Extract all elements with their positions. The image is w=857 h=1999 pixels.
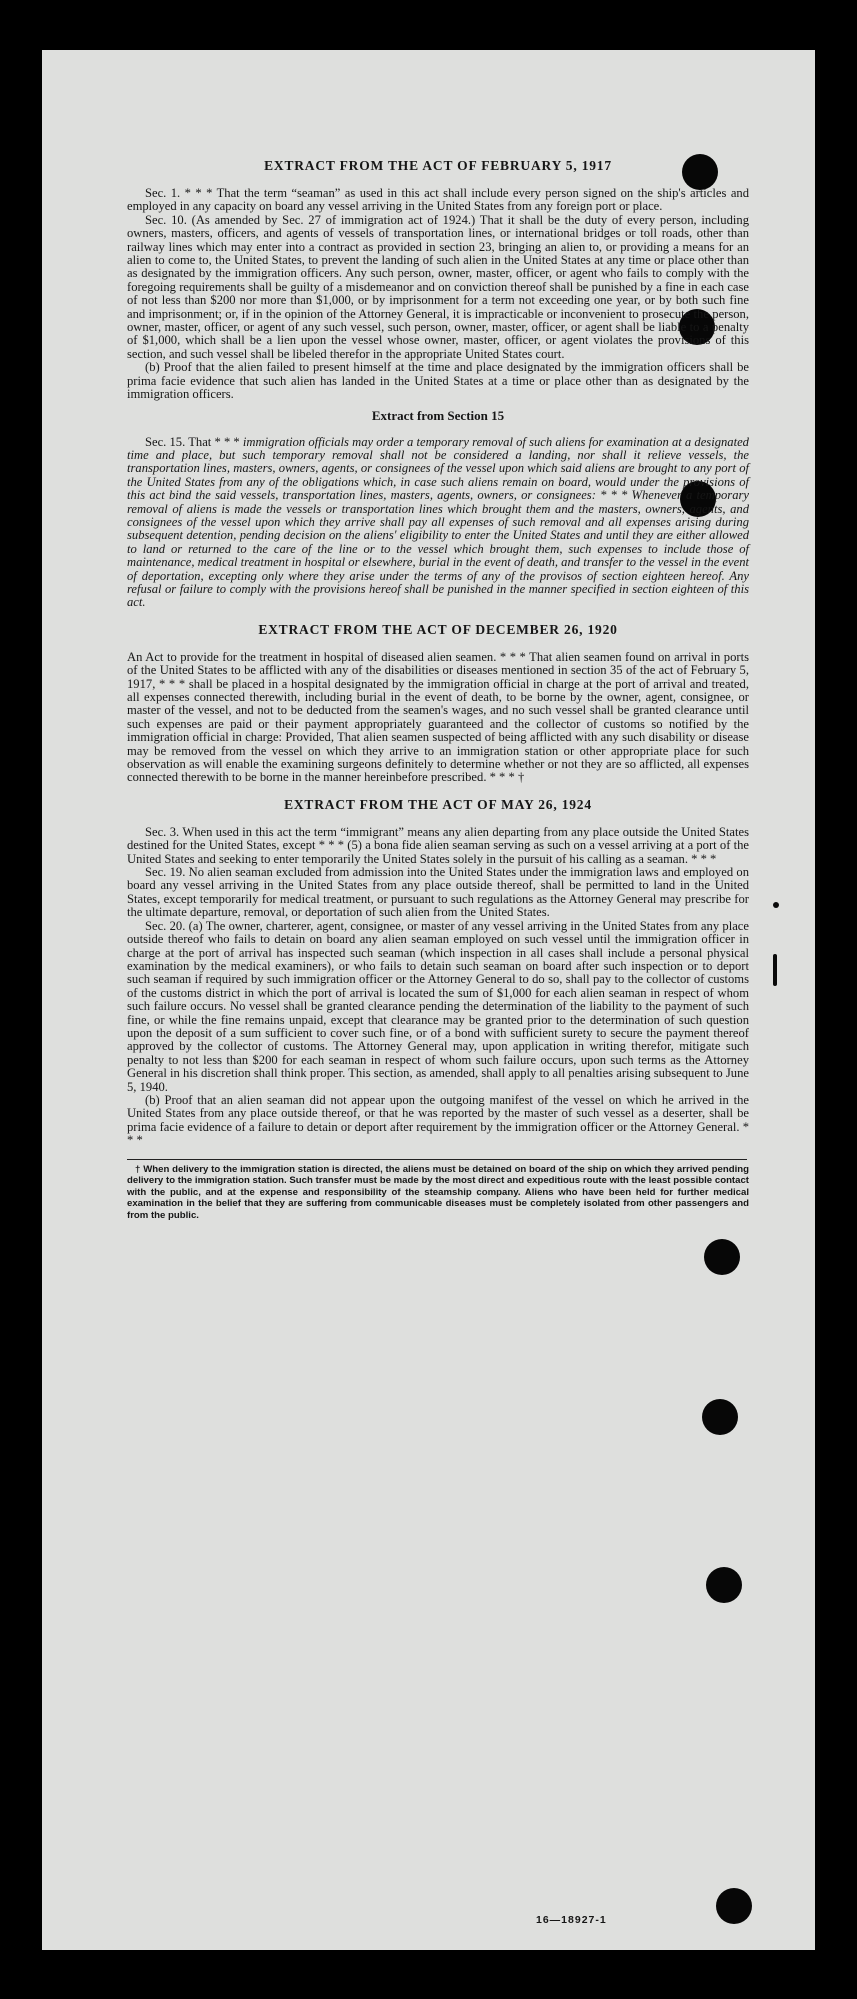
punch-hole-5: [702, 1399, 738, 1435]
document-page: [42, 50, 815, 1950]
section-heading-1920: EXTRACT FROM THE ACT OF DECEMBER 26, 1920: [258, 621, 618, 637]
document-body: [127, 158, 749, 1222]
section-3-paragraph: Sec. 3. When used in this act the term “immigrant” means any alien departing from any place outside the United States destined for the United States, except * * * (5) a bona fide alien seaman serving as such on a vessel arriving at a port of the United States and seeking to enter temporarily the United States solely in the pursuit of his calling as a seaman. * * *: [127, 824, 749, 866]
section-heading-1917: EXTRACT FROM THE ACT OF FEBRUARY 5, 1917: [264, 158, 612, 173]
section-10-paragraph: Sec. 10. (As amended by Sec. 27 of immigration act of 1924.) That it shall be the duty of every person, including owners, masters, officers, and agents of vessels of transportation lines, or international bridges or toll roads, other than railway lines which may enter into a contract as provided in section 23, bringing an alien to, or providing a means for an alien to come to, the United States, to prevent the landing of such alien in the United States at any time or place other than as designated by the immigration officers. Any such person, owner, master, officer, or agent who fails to comply with the foregoing requirements shall be guilty of a misdemeanor and on conviction thereof shall be punished by a fine in each case of not less than $200 nor more than $1,000, or by imprisonment for a term not exceeding one year, or by both such fine and imprisonment; or, if in the opinion of the Attorney General, it is impracticable or inconvenient to prosecute the person, owner, master, officer, or agent of any such vessel, such person, owner, master, officer, or agent shall be liable to a penalty of $1,000, which shall be a lien upon the vessel whose owner, master, officer, or agent violates the provisions of this section, and such vessel shall be libeled therefor in the appropriate United States court.: [127, 212, 749, 361]
margin-mark: [773, 902, 779, 908]
section-15-subheading: Extract from Section 15: [371, 407, 505, 423]
section-15-paragraph: [127, 436, 749, 610]
section-heading-1924: EXTRACT FROM THE ACT OF MAY 26, 1924: [284, 796, 592, 812]
punch-hole-4: [704, 1239, 740, 1275]
margin-mark: [773, 954, 777, 986]
act-1920-paragraph: An Act to provide for the treatment in hospital of diseased alien seamen. * * * That alien seamen found on arrival in ports of the United States to be afflicted with any of the disabilities or diseases mentioned in section 35 of the act of February 5, 1917, * * * shall be placed in a hospital designated by the immigration official in charge at the port of arrival and treated, all expenses connected therewith, including burial in the event of death, to be borne by the owner, agent, consignee, or master of the vessel, and not to be deducted from the seamen's wages, and no such vessel shall be granted clearance until such expenses are paid or their payment appropriately guaranteed and the collector of customs so notified by the immigration official in charge: Provided, That alien seamen suspected of being afflicted with any such disability or disease may be removed from the vessel on which they arrive to an immigration station or other appropriate place for such observation as will enable the examining surgeons definitely to determine whether or not they are so afflicted, all expenses connected therewith to be borne in the manner hereinbefore prescribed. * * * †: [127, 649, 749, 785]
section-1-paragraph: Sec. 1. * * * That the term “seaman” as used in this act shall include every person signed on the ship's articles and employed in any capacity on board any vessel arriving in the United States from any foreign port or place.: [127, 186, 749, 214]
section-15-lead: Sec. 15. That * * *: [145, 434, 243, 449]
footnote-divider: [127, 1159, 747, 1160]
section-20b-paragraph: (b) Proof that an alien seaman did not appear upon the outgoing manifest of the vessel on which he arrived in the United States from any place outside thereof, or that he was reported by the master of such vessel as a deserter, shall be prima facie evidence of a failure to detain or deport after requirement by the immigration officer or the Attorney General. * * *: [127, 1092, 749, 1148]
punch-hole-6: [706, 1567, 742, 1603]
section-15-italic-text: immigration officials may order a temporary removal of such aliens for examination at a designated time and place, but such temporary removal shall not be considered a landing, nor shall it relieve vessels, the transportation lines, masters, owners, agents, or consignees of the vessel upon which said aliens are brought to any port of the United States from any of the obligations which, in case such aliens remain on board, would under the provisions of this act bind the said vessels, transportation lines, masters, agents, owners, or consignees: * * * Whenever a temporary removal of aliens is made the vessels or transportation lines which brought them and the masters, owners, agents, and consignees of the vessel upon which they arrive shall pay all expenses of such removal and all expenses arising during subsequent detention, pending decision on the aliens' eligibility to enter the United States and until they are either allowed to land or returned to the care of the line or to the vessel which brought them, such expenses to include those of maintenance, medical treatment in hospital or elsewhere, burial in the event of death, and transfer to the vessel in the event of deportation, excepting only where they arise under the terms of any of the provisos of section eighteen hereof. Any refusal or failure to comply with the provisions hereof shall be punished in the manner specified in section eighteen of this act.: [127, 434, 749, 610]
form-number: 16—18927-1: [536, 1914, 607, 1926]
footnote: † When delivery to the immigration station is directed, the aliens must be detained on board of the ship on which they arrived pending delivery to the immigration station. Such transfer must be made by the most direct and expeditious route with the least possible contact with the public, and at the expense and responsibility of the steamship company. Aliens who have been held for further medical examination in the belief that they are suffering from communicable diseases must be completely isolated from other passengers and from the public.: [127, 1163, 749, 1221]
section-10b-paragraph: (b) Proof that the alien failed to present himself at the time and place designated by the immigration officers shall be prima facie evidence that such alien has landed in the United States at a time or place other than as designated by the immigration officers.: [127, 360, 749, 402]
section-20a-paragraph: Sec. 20. (a) The owner, charterer, agent, consignee, or master of any vessel arriving in the United States from any place outside thereof who fails to detain on board any alien seaman employed on such vessel until the immigration officer in charge at the port of arrival has inspected such seaman (which inspection in all cases shall include a personal physical examination by the medical examiners), or who fails to detain such seaman on board after such inspection or to deport such seaman if required by such immigration officer or the Attorney General to do so, shall pay to the collector of customs of the customs district in which the port of arrival is located the sum of $1,000 for each alien seaman in respect of whom such failure occurs. No vessel shall be granted clearance pending the determination of the liability to the payment of such fine, or while the fine remains unpaid, except that clearance may be granted prior to the determination of such question upon the deposit of a sum sufficient to cover such fine, or of a bond with sufficient surety to secure the payment thereof approved by the collector of customs. The Attorney General may, upon application in writing therefor, mitigate such penalty to not less than $200 for each seaman in respect of whom such failure occurs, upon such terms as the Attorney General in his discretion shall think proper. This section, as amended, shall apply to all penalties arising subsequent to June 5, 1940.: [127, 918, 749, 1094]
section-19-paragraph: Sec. 19. No alien seaman excluded from admission into the United States under the immigration laws and employed on board any vessel arriving in the United States from any place outside thereof, shall be permitted to land in the United States, except temporarily for medical treatment, or pursuant to such regulations as the Attorney General may prescribe for the ultimate departure, removal, or deportation of such alien from the United States.: [127, 865, 749, 920]
punch-hole-7: [716, 1888, 752, 1924]
